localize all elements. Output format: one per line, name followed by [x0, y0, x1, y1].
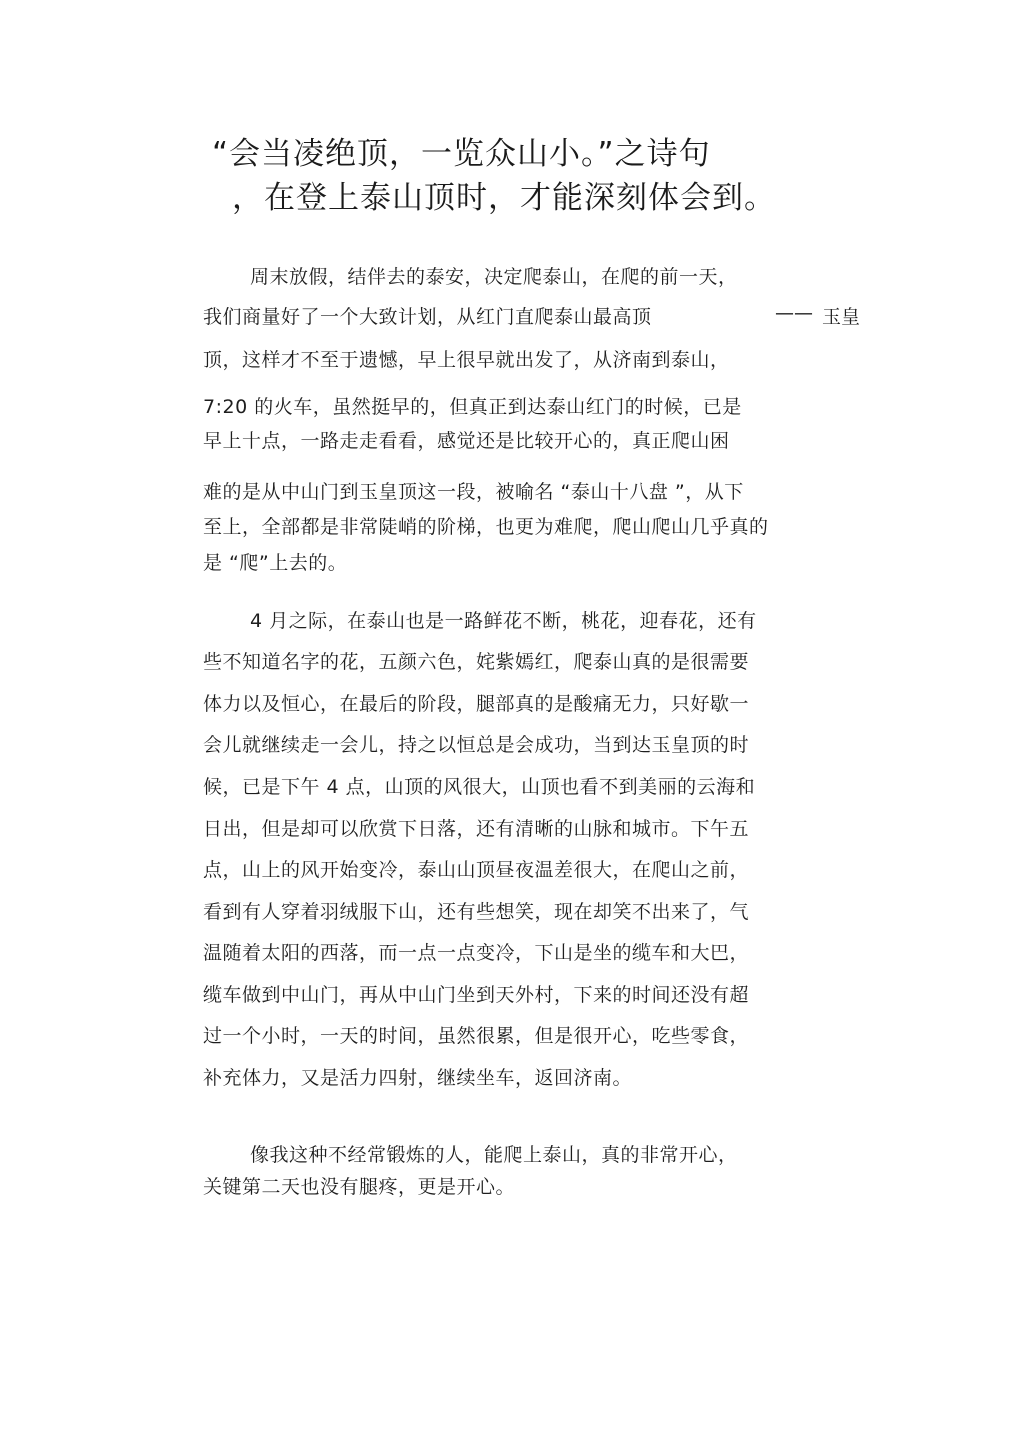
- paragraph-1-line-1: 周末放假，结伴去的泰安，决定爬泰山，在爬的前一天，: [250, 266, 738, 288]
- paragraph-1-line-8: 是 “爬”上去的。: [203, 552, 348, 574]
- paragraph-2-line-12: 补充体力，又是活力四射，继续坐车，返回济南。: [203, 1067, 633, 1089]
- paragraph-1-line-2: 我们商量好了一个大致计划，从红门直爬泰山最高顶: [203, 306, 652, 328]
- paragraph-2-line-5: 候，已是下午 4 点，山顶的风很大，山顶也看不到美丽的云海和: [203, 776, 756, 798]
- paragraph-1-line-3: 顶，这样才不至于遗憾，早上很早就出发了，从济南到泰山，: [203, 349, 730, 371]
- paragraph-2-line-4: 会儿就继续走一会儿，持之以恒总是会成功，当到达玉皇顶的时: [203, 734, 750, 756]
- paragraph-1-line-2-tail: 玉皇: [822, 306, 861, 328]
- paragraph-2-line-11: 过一个小时，一天的时间，虽然很累，但是很开心，吃些零食，: [203, 1025, 750, 1047]
- paragraph-2-line-1: 4 月之际，在泰山也是一路鲜花不断，桃花，迎春花，还有: [250, 610, 757, 632]
- paragraph-2-line-9: 温随着太阳的西落，而一点一点变冷，下山是坐的缆车和大巴，: [203, 942, 750, 964]
- paragraph-1-line-7: 至上，全部都是非常陡峭的阶梯，也更为难爬，爬山爬山几乎真的: [203, 516, 769, 538]
- paragraph-1-line-4: 7:20 的火车，虽然挺早的，但真正到达泰山红门的时候，已是: [203, 396, 742, 418]
- paragraph-2-line-8: 看到有人穿着羽绒服下山，还有些想笑，现在却笑不出来了，气: [203, 901, 750, 923]
- paragraph-2-line-2: 些不知道名字的花，五颜六色，姹紫嫣红，爬泰山真的是很需要: [203, 651, 750, 673]
- em-dash: ——: [775, 302, 813, 324]
- paragraph-3-line-1: 像我这种不经常锻炼的人，能爬上泰山，真的非常开心，: [250, 1144, 738, 1166]
- paragraph-2-line-10: 缆车做到中山门，再从中山门坐到天外村，下来的时间还没有超: [203, 984, 750, 1006]
- paragraph-1-line-6: 难的是从中山门到玉皇顶这一段，被喻名 “泰山十八盘 ”，从下: [203, 481, 744, 503]
- title-line-2: ，在登上泰山顶时，才能深刻体会到。: [232, 180, 776, 216]
- paragraph-1-line-5: 早上十点，一路走走看看，感觉还是比较开心的，真正爬山困: [203, 430, 730, 452]
- paragraph-2-line-6: 日出，但是却可以欣赏下日落，还有清晰的山脉和城市。下午五: [203, 818, 750, 840]
- paragraph-2-line-7: 点，山上的风开始变冷，泰山山顶昼夜温差很大，在爬山之前，: [203, 859, 750, 881]
- paragraph-2-line-3: 体力以及恒心，在最后的阶段，腿部真的是酸痛无力，只好歇一: [203, 693, 750, 715]
- paragraph-3-line-2: 关键第二天也没有腿疼，更是开心。: [203, 1176, 516, 1198]
- title-line-1: “会当凌绝顶，一览众山小。”之诗句: [212, 136, 711, 172]
